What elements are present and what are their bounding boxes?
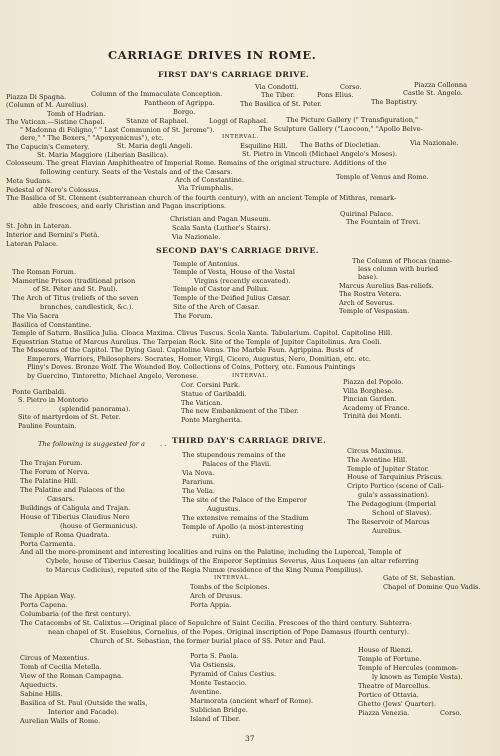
text-line: The new Embankment of the Tiber. bbox=[181, 407, 299, 415]
text-line: Arch of Drusus. bbox=[190, 592, 243, 600]
interval-label: INTERVAL. bbox=[222, 134, 259, 140]
text-line: Site of the Arch of Cæsar. bbox=[173, 303, 260, 311]
text-line: Stanze of Raphael. bbox=[126, 117, 189, 125]
text-line: Church of St. Sebastian, the former burial place of SS. Peter and Paul. bbox=[90, 637, 326, 645]
text-line: Castle St. Angelo. bbox=[403, 89, 463, 97]
text-line: Temple of Apollo (a most-interesting bbox=[182, 523, 304, 531]
text-line: House of Tarquinius Priscus. bbox=[347, 473, 443, 481]
text-line: House of Tiberius Claudius Nero bbox=[20, 513, 130, 521]
text-line: S. Pietro in Montorio bbox=[18, 396, 89, 404]
text-line: Quirinal Palace. bbox=[340, 210, 394, 218]
text-line: Temple of Jupiter Stator. bbox=[347, 465, 430, 473]
text-line: Theatre of Marcellus. bbox=[358, 682, 431, 690]
text-line: The Velia. bbox=[182, 487, 215, 495]
text-line: House of Rienzi. bbox=[358, 646, 413, 654]
text-line: The Rostra Vetera. bbox=[339, 290, 402, 298]
text-line: Temple of Venus and Rome. bbox=[336, 173, 429, 181]
text-line: Aurelian Walls of Rome. bbox=[20, 717, 101, 725]
text-line: Temple of Saturn. Basilica Julia. Cloaca Maxima. Clivus Tuscus. Scola Xanta. Tabularium. Capitol. Capitoline Hill. bbox=[12, 329, 393, 337]
text-line: The Forum of Nerva. bbox=[20, 468, 90, 476]
text-line: Pedestal of Nero's Colossus. bbox=[6, 186, 101, 194]
text-line: The Vatican. bbox=[181, 399, 223, 407]
text-line: Marmorata (ancient wharf of Rome). bbox=[190, 697, 314, 705]
text-line: Cor. Corsini Park. bbox=[181, 381, 241, 389]
text-line: Interior and Facade). bbox=[48, 708, 119, 716]
text-line: Tomb of Cecilia Metella. bbox=[20, 663, 102, 671]
text-line: Trinità dei Monti. bbox=[343, 412, 402, 420]
text-line: Porta Appia. bbox=[190, 601, 232, 609]
text-line: Statue of Garibaldi. bbox=[181, 390, 247, 398]
text-line: nean chapel of St. Eusebius, Cornelius, of the Popes. Original inscription of Pope Damasus (fourth century). bbox=[48, 628, 409, 636]
text-line: The site of the Palace of the Emperor bbox=[182, 496, 307, 504]
text-line: Temple of Vespasian. bbox=[339, 307, 410, 315]
text-line: The Catacombs of St. Calixtus.—Original place of Sepulchre of Saint Cecilia. Frescoes of the third century. Subterra- bbox=[20, 619, 412, 627]
text-line: of St. Peter and St. Paul). bbox=[33, 285, 118, 293]
text-line: Meta Sudans. bbox=[6, 177, 52, 185]
text-line: The Column of Phocas (name- bbox=[352, 257, 453, 265]
text-line: Sublician Bridge. bbox=[190, 706, 248, 714]
text-line: Temple of Vesta, House of the Vestal bbox=[173, 268, 295, 276]
text-line: The Museums of the Capitol. The Dying Gaul. Capitoline Venus. The Marble Faun. Agrippina. Busts of bbox=[12, 346, 353, 354]
text-line: Arch of Severus. bbox=[339, 299, 395, 307]
text-line: View of the Roman Campagna. bbox=[20, 672, 124, 680]
text-line: Piazza Collonna bbox=[414, 81, 468, 89]
text-line: Site of martyrdom of St. Peter. bbox=[18, 413, 121, 421]
text-line: Porta Capena. bbox=[20, 601, 68, 609]
text-line: Villa Borghese. bbox=[343, 387, 394, 395]
text-line: Via Triumphalis. bbox=[178, 184, 234, 192]
text-line: Circus of Maxentius. bbox=[20, 654, 90, 662]
text-line: Pons Elius. bbox=[317, 91, 354, 99]
text-line: Piazza del Popolo. bbox=[343, 378, 404, 386]
text-line: The Vatican.—Sistine Chapel. bbox=[6, 118, 105, 126]
text-line: And all the more-prominent and interesting localities and ruins on the Palatine, including the Lupercal, Temple of bbox=[20, 548, 401, 556]
text-line: Piazza Di Spagna. bbox=[6, 93, 67, 101]
text-line: Corso. bbox=[340, 83, 362, 91]
text-line: Aurelius. bbox=[372, 527, 403, 535]
text-line: (Column of M. Aurelius). bbox=[6, 101, 89, 109]
text-line: " Madonna di Foligno," " Last Communion of St. Jerome"). bbox=[20, 126, 215, 134]
text-line: The Baths of Diocletian. bbox=[300, 141, 381, 149]
text-line: (house of Germanicus). bbox=[60, 522, 138, 530]
text-line: The Capucin's Cemetery. bbox=[6, 143, 90, 151]
text-line: Corso. bbox=[440, 709, 462, 717]
text-line: Esquiline Hill. bbox=[240, 142, 288, 150]
text-line: Aventine. bbox=[190, 688, 222, 696]
text-line: Equestrian Statue of Marcus Aurelius. The Tarpeian Rock. Site of the Temple of Jupiter Capitolinus. Ara Coeli. bbox=[12, 338, 382, 346]
text-line: Monte Testaccio. bbox=[190, 679, 247, 687]
text-line: Pincian Garden. bbox=[343, 395, 397, 403]
text-line: St. Pietro in Vincoli (Michael Angelo's Moses). bbox=[242, 150, 398, 158]
text-line: Buildings of Caligula and Trajan. bbox=[20, 504, 131, 512]
text-line: Columbaria (of the first century). bbox=[20, 610, 131, 618]
text-line: The Reservoir of Marcus bbox=[347, 518, 430, 526]
text-line: The extensive remains of the Stadium bbox=[182, 514, 309, 522]
text-line: Aqueducts. bbox=[20, 681, 58, 689]
text-line: Ghetto (Jews' Quarter). bbox=[358, 700, 436, 708]
text-line: Basilica of Constantine. bbox=[12, 321, 92, 329]
text-line: The Picture Gallery (" Transfiguration," bbox=[286, 116, 419, 124]
page-title: CARRIAGE DRIVES IN ROME. bbox=[108, 48, 317, 62]
text-line: The Trajan Forum. bbox=[20, 459, 83, 467]
interval-label: INTERVAL. bbox=[232, 373, 269, 379]
text-line: gula's assassination). bbox=[358, 491, 430, 499]
text-line: following century. Seats of the Vestals and of the Cæsars. bbox=[40, 168, 233, 176]
text-line: The Tiber. bbox=[261, 91, 295, 99]
text-line: Column of the Immaculate Conception. bbox=[91, 90, 223, 98]
text-line: Pyramid of Caius Cestius. bbox=[190, 670, 277, 678]
text-line: Via Condotti. bbox=[255, 83, 299, 91]
text-line: Lateran Palace. bbox=[6, 240, 59, 248]
text-line: Via Ostiensis. bbox=[190, 661, 236, 669]
text-line: Temple of the Deified Julius Cæsar. bbox=[173, 294, 291, 302]
text-line: Basilica of St. Paul (Outside the walls, bbox=[20, 699, 148, 707]
interval-label: INTERVAL. bbox=[214, 575, 251, 581]
text-line: The Pedagogium (Imperial bbox=[347, 500, 436, 508]
text-line: Pliny's Doves. Bronze Wolf. The Wounded Boy. Collections of Coins, Pottery, etc. Famous Paintings bbox=[27, 363, 356, 371]
text-line: Borgo. bbox=[173, 108, 196, 116]
text-line: Pantheon of Agrippa. bbox=[144, 99, 215, 107]
text-line: Temple of Antonius. bbox=[173, 260, 240, 268]
text-line: by Guercino, Tintoretto, Michael Angelo, Veronese. bbox=[27, 372, 199, 380]
text-line: The Sculpture Gallery ("Laocoon," "Apollo Belve- bbox=[259, 125, 423, 133]
text-line: Pauline Fountain. bbox=[18, 422, 77, 430]
text-line: Virgins (recently excavated). bbox=[194, 277, 291, 285]
text-line: The Forum. bbox=[174, 312, 213, 320]
text-line: Tomb of Hadrian. bbox=[47, 110, 106, 118]
text-line: The Baptistry. bbox=[371, 98, 418, 106]
text-line: Piazza Venezia. bbox=[358, 709, 410, 717]
text-line: ly known as Temple Vesta). bbox=[372, 673, 463, 681]
text-line: Circus Maximus. bbox=[347, 447, 404, 455]
text-line: less column with buried bbox=[358, 265, 439, 273]
text-line: The Basilica of St. Peter. bbox=[240, 100, 322, 108]
text-line: Interior and Bernini's Pietà. bbox=[6, 231, 100, 239]
text-line: Augustus. bbox=[207, 505, 241, 513]
suggestion-intro: The following is suggested for a bbox=[38, 440, 145, 448]
text-line: Porta Carmenta. bbox=[20, 540, 76, 548]
text-line: Via Nova. bbox=[182, 469, 215, 477]
text-line: Cybele, house of Tiberius Cæsar, buildings of the Emperor Septimius Severus, Aius Loquens (an altar referring bbox=[46, 557, 419, 565]
text-line: Arch of Constantine. bbox=[175, 176, 244, 184]
text-line: Sabine Hills. bbox=[20, 690, 63, 698]
text-line: Porta S. Paola. bbox=[190, 652, 239, 660]
text-line: to Marcus Cedicius), reputed site of the Regia Numæ (residence of the King Numa Pompilius). bbox=[46, 566, 363, 574]
text-line: able frescoes, and early Christian and Pagan inscriptions. bbox=[33, 202, 227, 210]
text-line: The Palatine and Palaces of the bbox=[20, 486, 125, 494]
text-line: Via Nazionale. bbox=[410, 139, 459, 147]
text-line: Mamertine Prison (traditional prison bbox=[12, 277, 136, 285]
text-line: Palaces of the Flavii. bbox=[202, 460, 272, 468]
text-line: St. Maria Maggiore (Liberian Basilica). bbox=[37, 151, 169, 159]
text-line: Academy of France. bbox=[343, 404, 410, 412]
text-line: Island of Tiber. bbox=[190, 715, 241, 723]
text-line: Cæsars. bbox=[47, 495, 75, 503]
text-line: Marcus Aurelius Bas-reliefs. bbox=[339, 282, 434, 290]
text-line: Via Nazionale. bbox=[172, 233, 221, 241]
text-line: The Fountain of Trevi. bbox=[346, 218, 421, 226]
text-line: Emperors, Warriors, Philosophers. Socrates, Homer, Virgil, Cicero, Augustus, Nero, Domitian, etc. etc. bbox=[27, 355, 371, 363]
text-line: School of Slaves). bbox=[372, 509, 432, 517]
text-line: Ponte Garibaldi. bbox=[12, 388, 67, 396]
text-line: The Palatine Hill. bbox=[20, 477, 78, 485]
text-line: Christian and Pagan Museum. bbox=[170, 215, 271, 223]
text-line: The Basilica of St. Clement (subterranean church of the fourth century), with an ancient Temple of Mithras, remark- bbox=[6, 194, 397, 202]
text-line: The Via Sacra bbox=[12, 312, 59, 320]
text-line: Ponte Margherita. bbox=[181, 416, 243, 424]
suggestion-dots: . . bbox=[160, 440, 167, 448]
text-line: Temple of Roma Quadrata. bbox=[20, 531, 110, 539]
first-day-heading: FIRST DAY'S CARRIAGE DRIVE. bbox=[158, 70, 310, 79]
second-day-heading: SECOND DAY'S CARRIAGE DRIVE. bbox=[156, 246, 319, 255]
text-line: Temple of Fortune. bbox=[358, 655, 422, 663]
text-line: Portico of Ottavia. bbox=[358, 691, 419, 699]
text-line: The Aventine Hill. bbox=[347, 456, 408, 464]
page-number: 37 bbox=[245, 734, 255, 743]
text-line: The Arch of Titus (reliefs of the seven bbox=[12, 294, 139, 302]
text-line: Loggi of Raphael. bbox=[209, 117, 269, 125]
text-line: St. John in Lateran. bbox=[6, 222, 72, 230]
text-line: (splendid panorama). bbox=[59, 405, 131, 413]
text-line: base). bbox=[358, 273, 379, 281]
text-line: The Appian Way. bbox=[20, 592, 76, 600]
text-line: Tombs of the Scipiones. bbox=[190, 583, 270, 591]
text-line: ruin). bbox=[212, 532, 231, 540]
third-day-heading: THIRD DAY'S CARRIAGE DRIVE. bbox=[172, 436, 327, 445]
text-line: Temple of Hercules (common- bbox=[358, 664, 459, 672]
text-line: The Roman Forum. bbox=[12, 268, 77, 276]
text-line: Gate of St. Sebastian. bbox=[383, 574, 456, 582]
text-line: branches, candlestick, &c.). bbox=[40, 303, 134, 311]
text-line: St. Maria degli Angeli. bbox=[117, 142, 193, 150]
text-line: Scala Santa (Luther's Stairs). bbox=[172, 224, 271, 232]
text-line: Chapel of Domine Quo Vadis. bbox=[383, 583, 481, 591]
text-line: Temple of Castor and Pollux. bbox=[173, 285, 270, 293]
text-line: The stupendous remains of the bbox=[182, 451, 286, 459]
text-line: Pararium. bbox=[182, 478, 216, 486]
text-line: Colosseum. The great Flavian Amphitheatre of Imperial Rome. Remains of the original structure. Additions of the bbox=[6, 159, 387, 167]
text-line: dere," " The Boxers," "Apoxyenicnus"), etc. bbox=[20, 134, 164, 142]
text-line: Cripto Portico (scene of Cali- bbox=[347, 482, 444, 490]
